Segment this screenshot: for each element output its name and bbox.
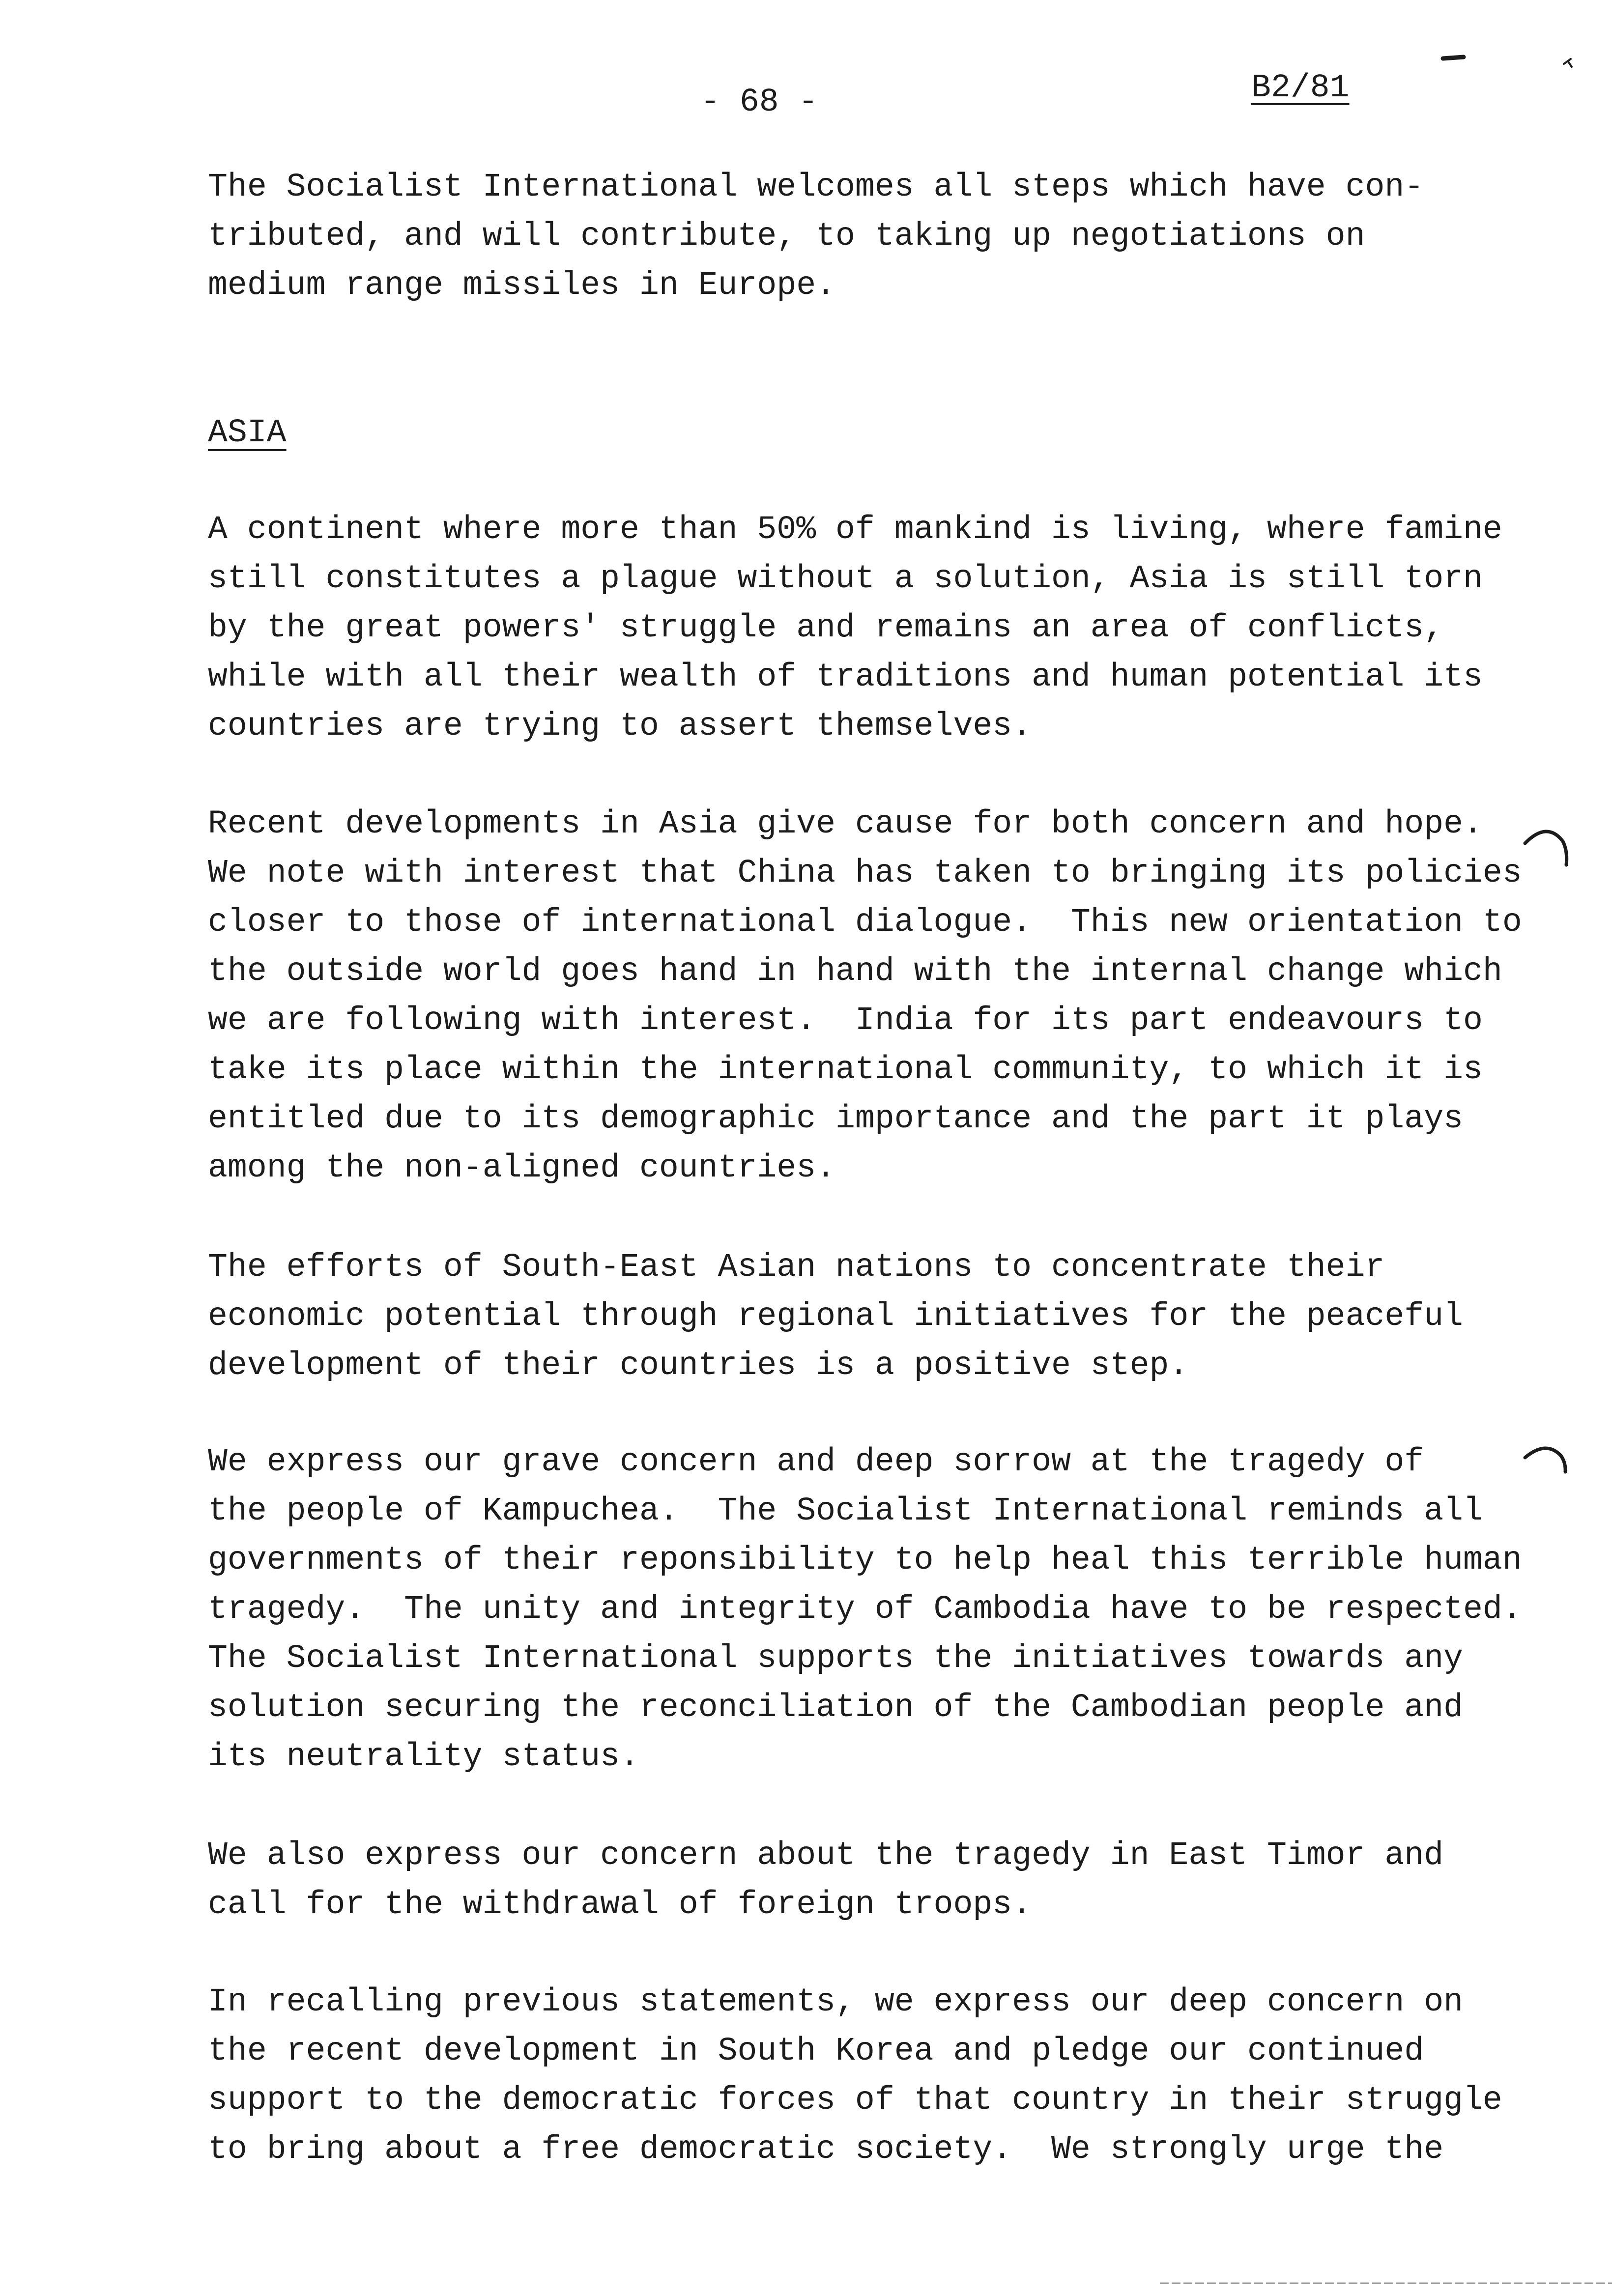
text-line: countries are trying to assert themselves. (208, 708, 1032, 745)
text-line: call for the withdrawal of foreign troops. (208, 1886, 1032, 1923)
paragraph (208, 1978, 1584, 2174)
text-line: the recent development in South Korea and pledge our continued (208, 2033, 1424, 2069)
section-heading-block (208, 408, 1584, 458)
text-line: The Socialist International supports the initiatives towards any (208, 1640, 1464, 1677)
text-line: the people of Kampuchea. The Socialist International reminds all (208, 1492, 1483, 1529)
text-line: We note with interest that China has taken to bringing its policies (208, 855, 1522, 891)
text-line: we are following with interest. India for its part endeavours to (208, 1002, 1483, 1039)
text-line: We also express our concern about the tragedy in East Timor and (208, 1837, 1444, 1874)
text-line: The efforts of South-East Asian nations to concentrate their (208, 1249, 1385, 1286)
text-line: the outside world goes hand in hand with the internal change which (208, 953, 1502, 990)
text-line: tributed, and will contribute, to taking up negotiations on (208, 218, 1365, 255)
text-line: The Socialist International welcomes all steps which have con- (208, 169, 1424, 205)
text-line: development of their countries is a positive step. (208, 1347, 1189, 1384)
text-line: economic potential through regional initiatives for the peaceful (208, 1298, 1464, 1335)
paragraph (208, 505, 1584, 751)
intro-paragraph (208, 163, 1584, 310)
text-line: to bring about a free democratic society. We strongly urge the (208, 2131, 1444, 2168)
text-line: support to the democratic forces of that country in their struggle (208, 2082, 1502, 2119)
text-line: governments of their reponsibility to help heal this terrible human (208, 1542, 1522, 1578)
paragraph (208, 800, 1584, 1193)
paragraph (208, 1831, 1584, 1929)
text-line: We express our grave concern and deep sorrow at the tragedy of (208, 1443, 1424, 1480)
text-line: entitled due to its demographic importance and the part it plays (208, 1100, 1464, 1137)
paragraph (208, 1243, 1584, 1390)
section-heading: ASIA (208, 414, 287, 451)
text-line: its neutrality status. (208, 1738, 639, 1775)
text-line: tragedy. The unity and integrity of Cambodia have to be respected. (208, 1591, 1522, 1628)
page-number: - 68 - (700, 84, 818, 120)
top-tick-mark (1564, 59, 1572, 67)
text-line: solution securing the reconciliation of the Cambodian people and (208, 1689, 1464, 1726)
text-line: closer to those of international dialogue. This new orientation to (208, 904, 1522, 941)
text-line: In recalling previous statements, we express our deep concern on (208, 1983, 1464, 2020)
text-line: medium range missiles in Europe. (208, 267, 836, 304)
paragraph (208, 1437, 1584, 1781)
text-line: take its place within the international community, to which it is (208, 1051, 1483, 1088)
top-dash-mark (1443, 57, 1464, 58)
text-line: by the great powers' struggle and remains an area of conflicts, (208, 609, 1444, 646)
text-line: among the non-aligned countries. (208, 1149, 836, 1186)
text-line: Recent developments in Asia give cause for both concern and hope. (208, 805, 1483, 842)
document-reference: B2/81 (1251, 69, 1350, 106)
text-line: A continent where more than 50% of mankind is living, where famine (208, 511, 1502, 548)
text-line: still constitutes a plague without a solution, Asia is still torn (208, 560, 1483, 597)
text-line: while with all their wealth of traditions and human potential its (208, 659, 1483, 695)
